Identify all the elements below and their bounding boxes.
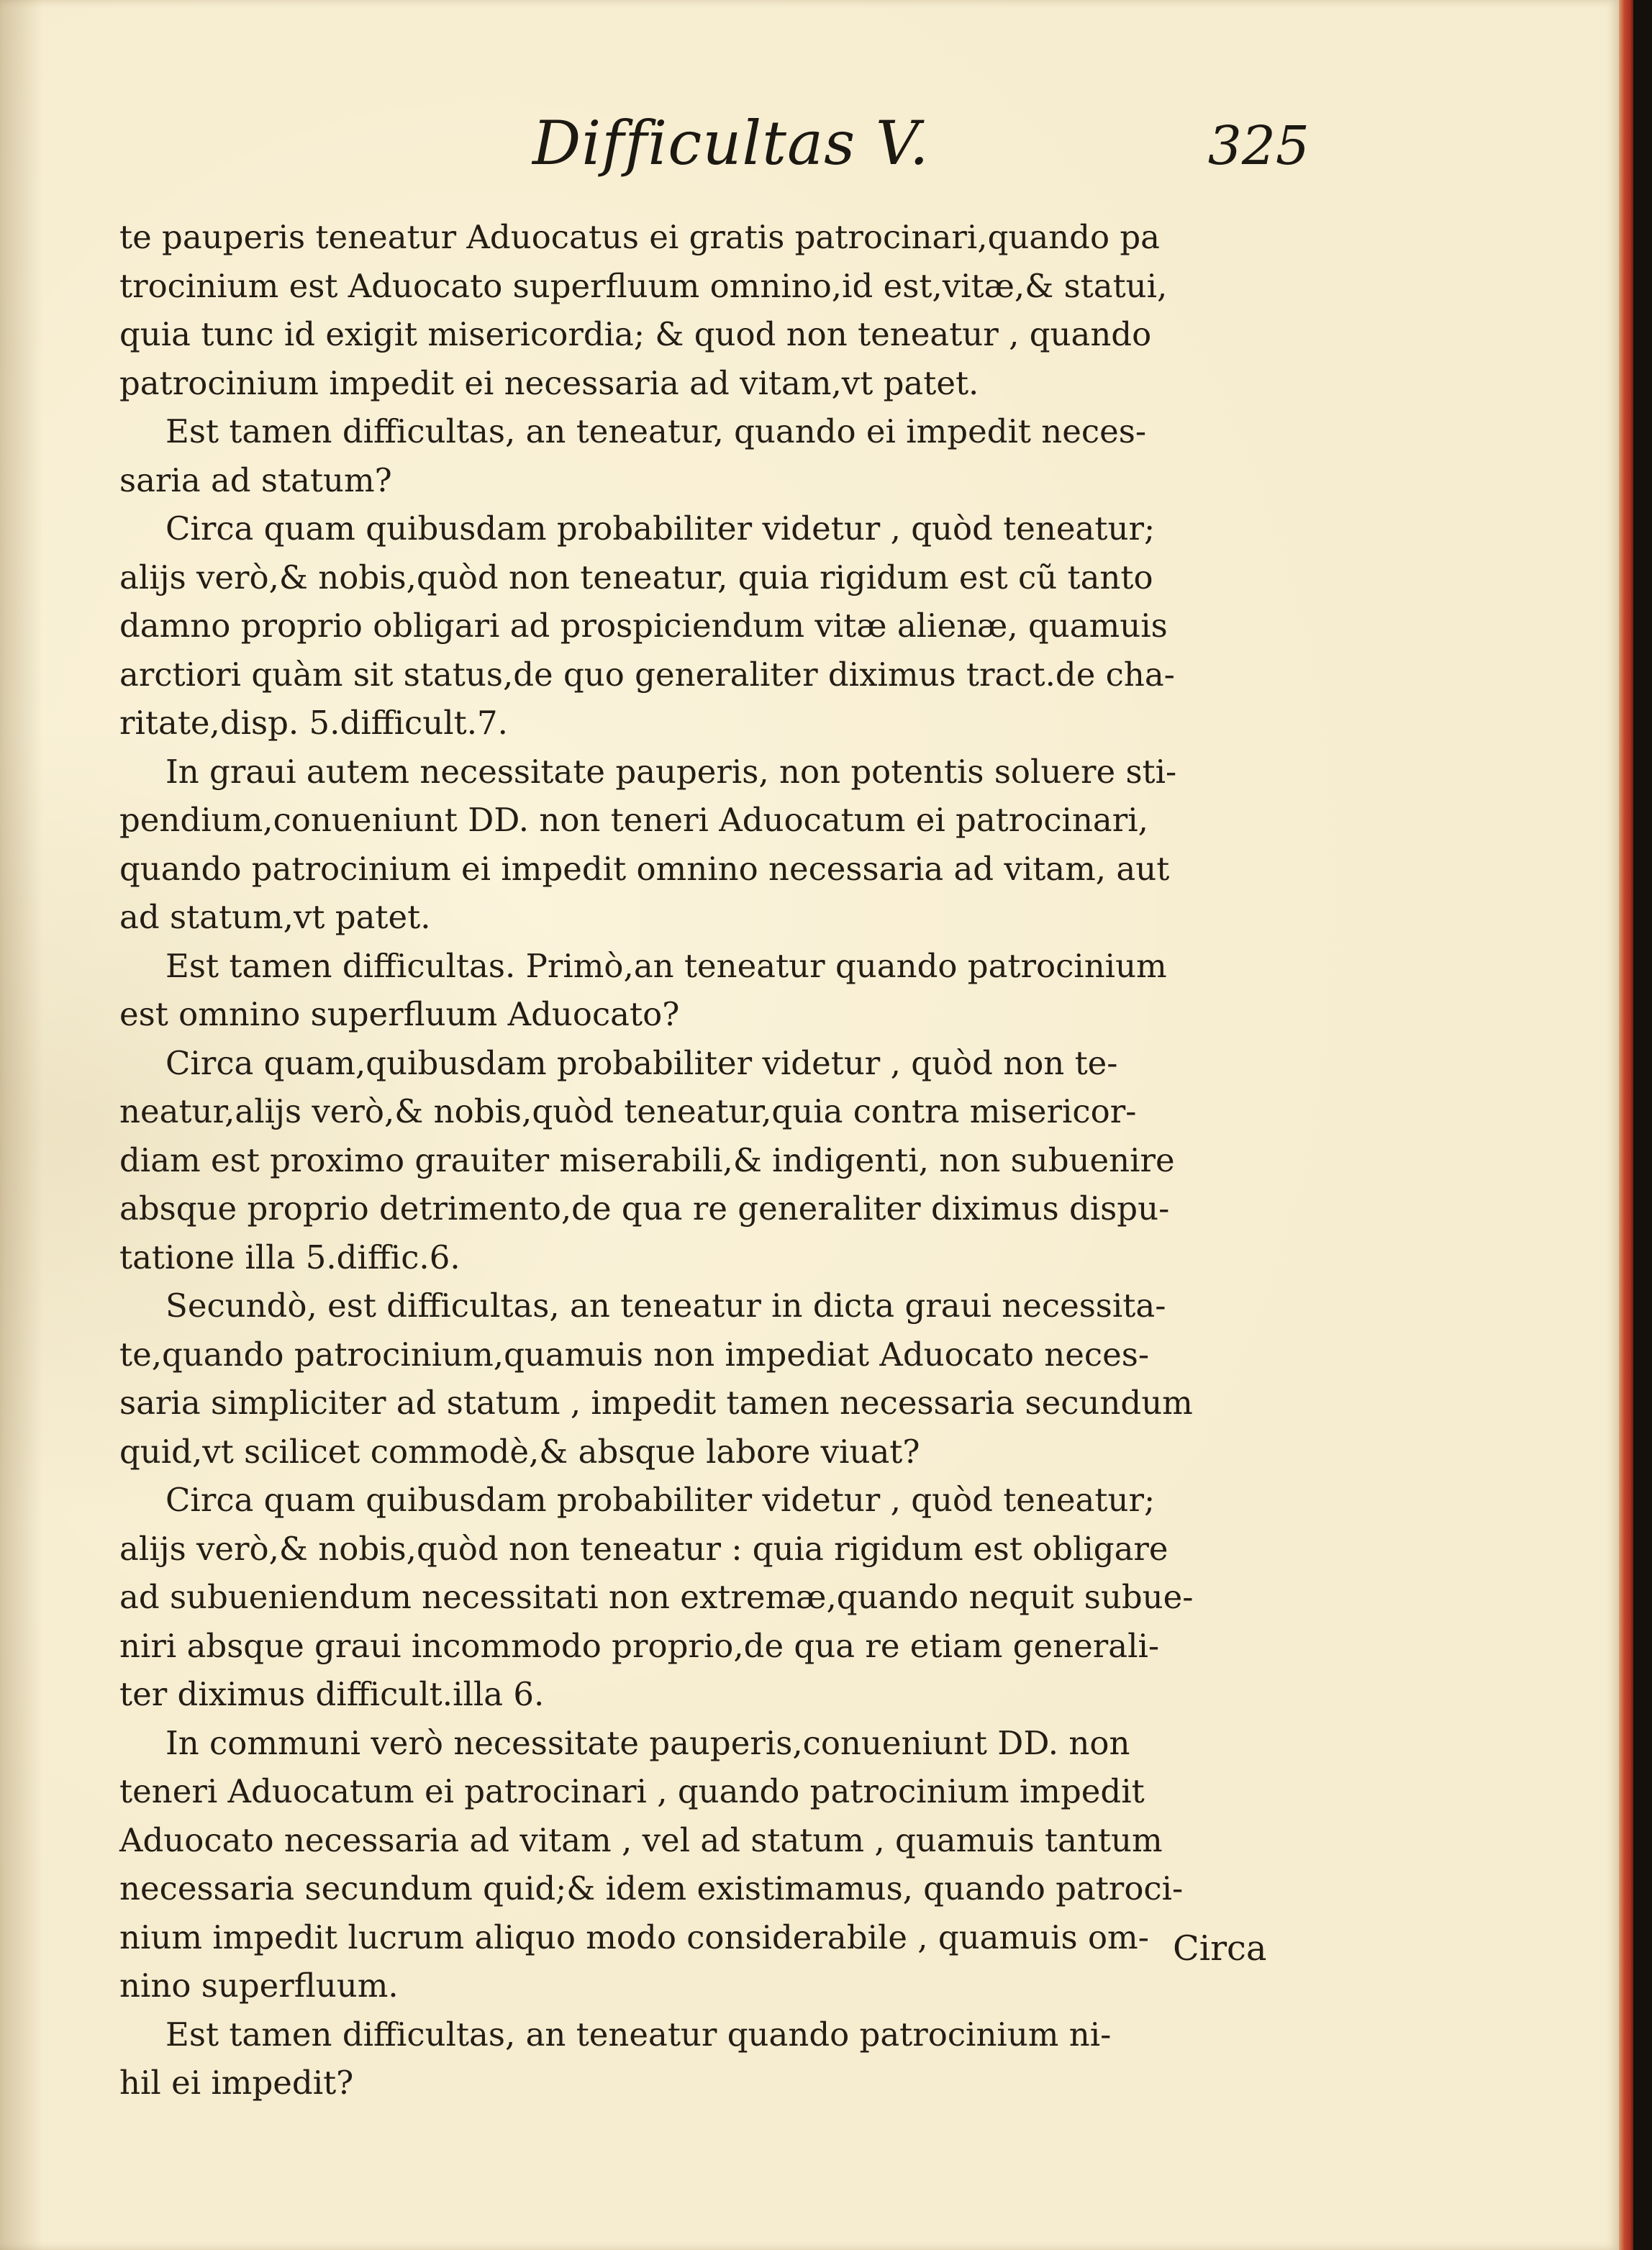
- text-line: quid,vt scilicet commodè,& absque labore viuat?: [119, 1432, 920, 1471]
- page-number: 325: [1207, 115, 1310, 177]
- text-line: tatione illa 5.diffic.6.: [119, 1238, 460, 1276]
- text-line: teneri Aduocatum ei patrocinari , quando patrocinium impedit: [119, 1772, 1145, 1810]
- text-line: neatur,alijs verò,& nobis,quòd teneatur,quia contra misericor-: [119, 1092, 1137, 1130]
- page-edge-red: [1619, 0, 1633, 2250]
- text-line: pendium,conueniunt DD. non teneri Aduocatum ei patrocinari,: [119, 801, 1148, 839]
- text-line: ad subueniendum necessitati non extremæ,quando nequit subue-: [119, 1578, 1194, 1616]
- text-line: patrocinium impedit ei necessaria ad vitam,vt patet.: [119, 363, 979, 402]
- gutter-shadow: [0, 0, 43, 2250]
- text-line: In communi verò necessitate pauperis,conueniunt DD. non: [165, 1723, 1130, 1762]
- text-line: quia tunc id exigit misericordia; & quod non teneatur , quando: [119, 315, 1152, 353]
- background-edge: [1633, 0, 1652, 2250]
- text-line: est omnino superfluum Aduocato?: [119, 995, 680, 1033]
- text-line: alijs verò,& nobis,quòd non teneatur, quia rigidum est cũ tanto: [119, 558, 1153, 596]
- text-line: trocinium est Aduocato superfluum omnino,id est,vitæ,& statui,: [119, 266, 1168, 305]
- text-line: Est tamen difficultas. Primò,an teneatur quando patrocinium: [165, 946, 1167, 985]
- text-line: saria simpliciter ad statum , impedit tamen necessaria secundum: [119, 1384, 1193, 1422]
- text-line: diam est proximo grauiter miserabili,& indigenti, non subuenire: [119, 1140, 1175, 1179]
- text-line: saria ad statum?: [119, 461, 392, 499]
- text-line: Est tamen difficultas, an teneatur quando patrocinium ni-: [165, 2015, 1112, 2054]
- text-line: Circa quam quibusdam probabiliter videtur , quòd teneatur;: [165, 1481, 1156, 1519]
- text-line: hil ei impedit?: [119, 2064, 354, 2102]
- text-line: nium impedit lucrum aliquo modo considerabile , quamuis om-: [119, 1918, 1149, 1956]
- text-line: alijs verò,& nobis,quòd non teneatur : quia rigidum est obligare: [119, 1529, 1168, 1568]
- text-line: ritate,disp. 5.difficult.7.: [119, 704, 508, 742]
- page-header: [532, 108, 1310, 187]
- text-line: ad statum,vt patet.: [119, 898, 431, 936]
- text-line: necessaria secundum quid;& idem existimamus, quando patroci-: [119, 1869, 1184, 1907]
- text-line: Secundò, est difficultas, an teneatur in dicta graui necessita-: [165, 1287, 1166, 1325]
- body-text: [119, 213, 1299, 2108]
- text-line: damno proprio obligari ad prospiciendum vitæ alienæ, quamuis: [119, 607, 1168, 645]
- text-line: In graui autem necessitate pauperis, non potentis soluere sti-: [165, 752, 1177, 791]
- text-line: arctiori quàm sit status,de quo generaliter diximus tract.de cha-: [119, 655, 1175, 694]
- text-line: Circa quam,quibusdam probabiliter videtur , quòd non te-: [165, 1043, 1118, 1082]
- text-line: Aduocato necessaria ad vitam , vel ad statum , quamuis tantum: [119, 1820, 1163, 1859]
- catchword: Circa: [1173, 1928, 1267, 1969]
- text-line: niri absque graui incommodo proprio,de qua re etiam generali-: [119, 1626, 1160, 1665]
- text-line: te,quando patrocinium,quamuis non impediat Aduocato neces-: [119, 1335, 1150, 1374]
- text-line: ter diximus difficult.illa 6.: [119, 1675, 545, 1713]
- text-line: quando patrocinium ei impedit omnino necessaria ad vitam, aut: [119, 849, 1170, 888]
- text-line: Circa quam quibusdam probabiliter videtur , quòd teneatur;: [165, 509, 1156, 548]
- text-line: nino superfluum.: [119, 1967, 399, 2005]
- text-line: Est tamen difficultas, an teneatur, quando ei impedit neces-: [165, 412, 1147, 450]
- text-line: te pauperis teneatur Aduocatus ei gratis patrocinari,quando pa: [119, 218, 1160, 256]
- text-line: absque proprio detrimento,de qua re generaliter diximus dispu-: [119, 1189, 1170, 1228]
- running-head: Difficultas V.: [532, 108, 930, 178]
